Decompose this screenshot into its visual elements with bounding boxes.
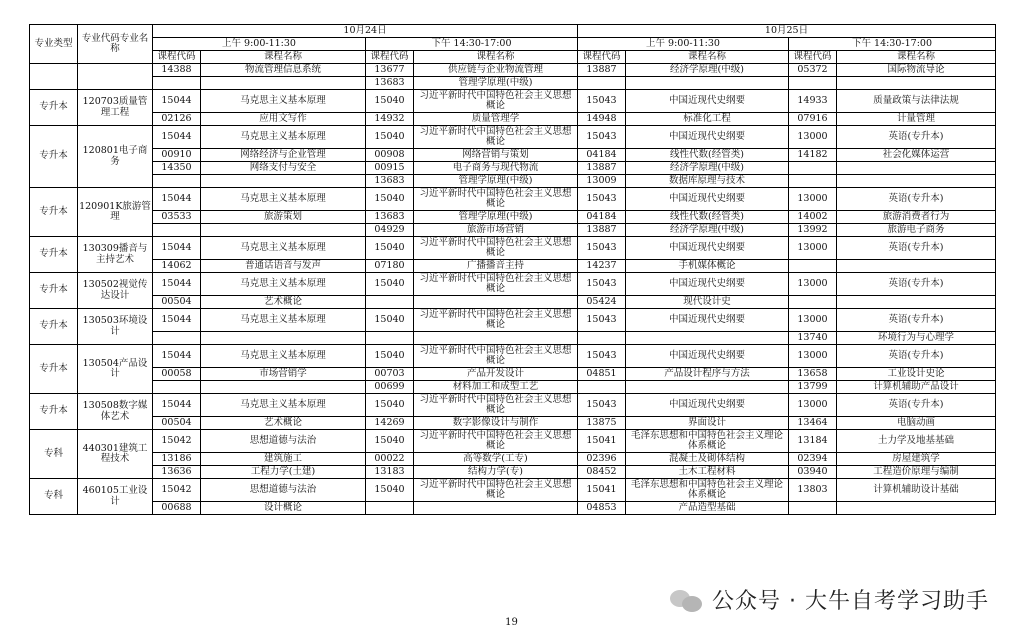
course-code (789, 502, 837, 515)
course-code: 15042 (153, 479, 201, 502)
course-code: 14948 (578, 113, 626, 126)
course-code: 02394 (789, 453, 837, 466)
course-code: 13887 (578, 64, 626, 77)
course-name: 习近平新时代中国特色社会主义思想概论 (414, 273, 578, 296)
course-name: 经济学原理(中级) (626, 224, 789, 237)
course-code: 15043 (578, 90, 626, 113)
course-name: 习近平新时代中国特色社会主义思想概论 (414, 309, 578, 332)
course-code: 07180 (366, 260, 414, 273)
table-row (30, 309, 996, 332)
course-name: 英语(专升本) (837, 273, 996, 296)
header-course-name: 课程名称 (414, 51, 578, 64)
header-course-name: 课程名称 (837, 51, 996, 64)
course-code: 13183 (366, 466, 414, 479)
course-code: 15041 (578, 430, 626, 453)
course-name (837, 296, 996, 309)
course-code: 02126 (153, 113, 201, 126)
course-code: 03533 (153, 211, 201, 224)
course-name: 混凝土及砌体结构 (626, 453, 789, 466)
course-code: 00908 (366, 149, 414, 162)
table-row (30, 381, 996, 394)
header-day2: 10月25日 (578, 25, 996, 38)
course-name: 土力学及地基基础 (837, 430, 996, 453)
major-code-name: 130503环境设计 (78, 309, 153, 345)
course-name: 质量政策与法律法规 (837, 90, 996, 113)
course-code: 04184 (578, 149, 626, 162)
course-code: 13803 (789, 479, 837, 502)
header-major-code-name: 专业代码专业名称 (78, 25, 153, 64)
course-code: 15040 (366, 126, 414, 149)
table-row (30, 273, 996, 296)
course-code: 15041 (578, 479, 626, 502)
course-name: 中国近现代史纲要 (626, 394, 789, 417)
course-code (789, 260, 837, 273)
course-code: 15044 (153, 126, 201, 149)
course-code: 13683 (366, 175, 414, 188)
major-type (30, 64, 78, 90)
course-code: 03940 (789, 466, 837, 479)
course-code: 04853 (578, 502, 626, 515)
course-code: 15044 (153, 345, 201, 368)
course-name: 建筑施工 (201, 453, 366, 466)
course-name: 线性代数(经管类) (626, 211, 789, 224)
course-name: 质量管理学 (414, 113, 578, 126)
course-code: 05424 (578, 296, 626, 309)
course-code: 15040 (366, 273, 414, 296)
course-code (578, 77, 626, 90)
major-type: 专科 (30, 430, 78, 479)
table-row (30, 345, 996, 368)
course-code: 04929 (366, 224, 414, 237)
course-code (153, 332, 201, 345)
course-name: 马克思主义基本原理 (201, 309, 366, 332)
course-name: 国际物流导论 (837, 64, 996, 77)
course-code: 15043 (578, 237, 626, 260)
course-name: 英语(专升本) (837, 188, 996, 211)
course-code: 13000 (789, 188, 837, 211)
course-name: 思想道德与法治 (201, 430, 366, 453)
course-name: 马克思主义基本原理 (201, 90, 366, 113)
course-code (366, 332, 414, 345)
course-code: 15040 (366, 237, 414, 260)
course-code: 15040 (366, 309, 414, 332)
course-code: 02396 (578, 453, 626, 466)
major-code-name: 460105工业设计 (78, 479, 153, 515)
course-name: 物流管理信息系统 (201, 64, 366, 77)
course-code: 15040 (366, 430, 414, 453)
course-name: 管理学原理(中级) (414, 77, 578, 90)
course-name: 中国近现代史纲要 (626, 273, 789, 296)
course-name: 工程造价原理与编制 (837, 466, 996, 479)
course-name: 网络营销与策划 (414, 149, 578, 162)
course-code: 15042 (153, 430, 201, 453)
course-code: 15040 (366, 188, 414, 211)
course-name: 数字影像设计与制作 (414, 417, 578, 430)
table-row (30, 149, 996, 162)
course-name: 网络支付与安全 (201, 162, 366, 175)
course-name: 土木工程材料 (626, 466, 789, 479)
major-type: 专升本 (30, 90, 78, 126)
course-name: 现代设计史 (626, 296, 789, 309)
course-name (626, 381, 789, 394)
course-name: 结构力学(专) (414, 466, 578, 479)
table-row (30, 479, 996, 502)
course-name (837, 502, 996, 515)
course-code: 00688 (153, 502, 201, 515)
table-row (30, 430, 996, 453)
course-name (201, 77, 366, 90)
course-name: 英语(专升本) (837, 309, 996, 332)
course-name: 旅游市场营销 (414, 224, 578, 237)
course-code: 13740 (789, 332, 837, 345)
course-name: 马克思主义基本原理 (201, 394, 366, 417)
course-code: 13000 (789, 394, 837, 417)
major-code-name: 440301建筑工程技术 (78, 430, 153, 479)
course-name: 艺术概论 (201, 417, 366, 430)
header-course-name: 课程名称 (626, 51, 789, 64)
course-code: 15043 (578, 394, 626, 417)
course-code: 14002 (789, 211, 837, 224)
course-name: 习近平新时代中国特色社会主义思想概论 (414, 345, 578, 368)
header-course-code: 课程代码 (366, 51, 414, 64)
course-name: 网络经济与企业管理 (201, 149, 366, 162)
course-code (578, 381, 626, 394)
course-name: 管理学原理(中级) (414, 211, 578, 224)
header-course-name: 课程名称 (201, 51, 366, 64)
course-name (626, 332, 789, 345)
course-name: 马克思主义基本原理 (201, 188, 366, 211)
course-code: 13992 (789, 224, 837, 237)
wechat-icon (670, 588, 704, 612)
table-row (30, 126, 996, 149)
course-name: 产品开发设计 (414, 368, 578, 381)
course-code: 13000 (789, 237, 837, 260)
table-row (30, 162, 996, 175)
table-row (30, 64, 996, 77)
course-name: 广播播音主持 (414, 260, 578, 273)
major-type: 专升本 (30, 188, 78, 237)
course-code: 00504 (153, 417, 201, 430)
course-name (837, 77, 996, 90)
table-row (30, 188, 996, 211)
header-day1: 10月24日 (153, 25, 578, 38)
course-name: 电子商务与现代物流 (414, 162, 578, 175)
course-name: 经济学原理(中级) (626, 162, 789, 175)
course-name: 旅游策划 (201, 211, 366, 224)
course-name: 材料加工和成型工艺 (414, 381, 578, 394)
course-name: 旅游电子商务 (837, 224, 996, 237)
course-name: 工程力学(土建) (201, 466, 366, 479)
major-code-name: 130504产品设计 (78, 345, 153, 394)
major-code-name: 130508数字媒体艺术 (78, 394, 153, 430)
course-code: 15043 (578, 309, 626, 332)
table-row (30, 453, 996, 466)
course-name: 工业设计史论 (837, 368, 996, 381)
header-day2-afternoon: 下午 14:30-17:00 (789, 38, 996, 51)
course-code (366, 502, 414, 515)
header-day1-morning: 上午 9:00-11:30 (153, 38, 366, 51)
course-code (789, 77, 837, 90)
major-code-name: 130309播音与主持艺术 (78, 237, 153, 273)
course-code: 15043 (578, 188, 626, 211)
major-type: 专升本 (30, 126, 78, 188)
course-code: 13683 (366, 77, 414, 90)
course-name: 习近平新时代中国特色社会主义思想概论 (414, 188, 578, 211)
course-name: 社会化媒体运营 (837, 149, 996, 162)
course-name: 电脑动画 (837, 417, 996, 430)
major-type: 专科 (30, 479, 78, 515)
course-code: 15040 (366, 394, 414, 417)
course-code: 15044 (153, 237, 201, 260)
course-name (837, 162, 996, 175)
course-name: 线性代数(经管类) (626, 149, 789, 162)
course-name: 习近平新时代中国特色社会主义思想概论 (414, 126, 578, 149)
course-code: 14237 (578, 260, 626, 273)
course-name: 计算机辅助产品设计 (837, 381, 996, 394)
course-name: 计算机辅助设计基础 (837, 479, 996, 502)
header-course-code: 课程代码 (153, 51, 201, 64)
course-code: 00910 (153, 149, 201, 162)
table-row (30, 224, 996, 237)
exam-schedule-sheet (29, 24, 996, 515)
course-name: 计量管理 (837, 113, 996, 126)
course-name: 产品造型基础 (626, 502, 789, 515)
course-code: 15040 (366, 90, 414, 113)
course-name: 习近平新时代中国特色社会主义思想概论 (414, 90, 578, 113)
course-name: 房屋建筑学 (837, 453, 996, 466)
course-code (789, 175, 837, 188)
table-row (30, 296, 996, 309)
course-code: 15044 (153, 273, 201, 296)
page-number: 19 (505, 617, 518, 628)
course-code: 15044 (153, 394, 201, 417)
course-name: 手机媒体概论 (626, 260, 789, 273)
course-code (578, 332, 626, 345)
course-code: 00699 (366, 381, 414, 394)
table-row (30, 502, 996, 515)
course-name (201, 224, 366, 237)
course-code (153, 381, 201, 394)
course-code: 13683 (366, 211, 414, 224)
course-name: 中国近现代史纲要 (626, 90, 789, 113)
watermark (670, 584, 989, 615)
course-code: 15043 (578, 126, 626, 149)
major-code-name: 120901K旅游管理 (78, 188, 153, 237)
course-code: 15040 (366, 479, 414, 502)
course-code: 15043 (578, 345, 626, 368)
course-name: 中国近现代史纲要 (626, 188, 789, 211)
course-name: 马克思主义基本原理 (201, 126, 366, 149)
course-code: 14182 (789, 149, 837, 162)
course-code: 07916 (789, 113, 837, 126)
header-day2-morning: 上午 9:00-11:30 (578, 38, 789, 51)
course-name (837, 175, 996, 188)
table-row (30, 77, 996, 90)
course-code (153, 224, 201, 237)
course-code: 13799 (789, 381, 837, 394)
course-name: 英语(专升本) (837, 237, 996, 260)
course-code: 13887 (578, 224, 626, 237)
course-name: 艺术概论 (201, 296, 366, 309)
table-row (30, 368, 996, 381)
table-row (30, 113, 996, 126)
table-row (30, 466, 996, 479)
course-code: 13009 (578, 175, 626, 188)
course-code: 14062 (153, 260, 201, 273)
course-code: 00504 (153, 296, 201, 309)
header-course-code: 课程代码 (789, 51, 837, 64)
course-code: 13677 (366, 64, 414, 77)
header-day1-afternoon: 下午 14:30-17:00 (366, 38, 578, 51)
watermark-text: 公众号 · 大牛自考学习助手 (712, 589, 989, 614)
course-code (153, 77, 201, 90)
table-row (30, 90, 996, 113)
course-name (414, 332, 578, 345)
course-code: 00703 (366, 368, 414, 381)
major-code-name (78, 64, 153, 90)
course-code: 04851 (578, 368, 626, 381)
exam-schedule-table (29, 24, 996, 515)
course-code (789, 162, 837, 175)
table-row (30, 394, 996, 417)
course-code: 08452 (578, 466, 626, 479)
major-type: 专升本 (30, 345, 78, 394)
course-code: 13000 (789, 309, 837, 332)
course-code: 00058 (153, 368, 201, 381)
course-code: 15044 (153, 90, 201, 113)
course-name: 环境行为与心理学 (837, 332, 996, 345)
header-course-code: 课程代码 (578, 51, 626, 64)
course-name: 习近平新时代中国特色社会主义思想概论 (414, 394, 578, 417)
course-code: 13464 (789, 417, 837, 430)
course-name (201, 332, 366, 345)
course-name: 管理学原理(中级) (414, 175, 578, 188)
course-code: 00915 (366, 162, 414, 175)
course-name: 英语(专升本) (837, 126, 996, 149)
course-name: 马克思主义基本原理 (201, 273, 366, 296)
course-name: 马克思主义基本原理 (201, 345, 366, 368)
course-code: 13186 (153, 453, 201, 466)
course-code (789, 296, 837, 309)
course-name: 习近平新时代中国特色社会主义思想概论 (414, 237, 578, 260)
course-name: 习近平新时代中国特色社会主义思想概论 (414, 430, 578, 453)
course-code: 15044 (153, 188, 201, 211)
course-code: 13000 (789, 345, 837, 368)
major-code-name: 130502视觉传达设计 (78, 273, 153, 309)
course-name: 界面设计 (626, 417, 789, 430)
course-name (837, 260, 996, 273)
course-code: 14388 (153, 64, 201, 77)
header-major-type: 专业类型 (30, 25, 78, 64)
course-name: 数据库原理与技术 (626, 175, 789, 188)
major-type: 专升本 (30, 237, 78, 273)
course-name: 标准化工程 (626, 113, 789, 126)
course-name: 中国近现代史纲要 (626, 345, 789, 368)
course-name: 习近平新时代中国特色社会主义思想概论 (414, 479, 578, 502)
table-row (30, 175, 996, 188)
course-name: 中国近现代史纲要 (626, 309, 789, 332)
course-name: 思想道德与法治 (201, 479, 366, 502)
course-name: 供应链与企业物流管理 (414, 64, 578, 77)
course-name: 产品设计程序与方法 (626, 368, 789, 381)
major-type: 专升本 (30, 309, 78, 345)
major-code-name: 120801电子商务 (78, 126, 153, 188)
course-code: 13000 (789, 126, 837, 149)
course-code (153, 175, 201, 188)
table-row (30, 260, 996, 273)
course-name (201, 175, 366, 188)
course-name: 中国近现代史纲要 (626, 237, 789, 260)
course-code: 13658 (789, 368, 837, 381)
course-name: 高等数学(工专) (414, 453, 578, 466)
course-name: 英语(专升本) (837, 345, 996, 368)
course-name: 马克思主义基本原理 (201, 237, 366, 260)
course-code: 15040 (366, 345, 414, 368)
course-code: 05372 (789, 64, 837, 77)
course-code: 14269 (366, 417, 414, 430)
course-name: 应用文写作 (201, 113, 366, 126)
major-type: 专升本 (30, 394, 78, 430)
course-name: 毛泽东思想和中国特色社会主义理论体系概论 (626, 479, 789, 502)
table-row (30, 417, 996, 430)
major-code-name: 120703质量管理工程 (78, 90, 153, 126)
course-name (626, 77, 789, 90)
course-name: 中国近现代史纲要 (626, 126, 789, 149)
course-code: 14933 (789, 90, 837, 113)
course-name: 旅游消费者行为 (837, 211, 996, 224)
course-code: 04184 (578, 211, 626, 224)
course-code: 13875 (578, 417, 626, 430)
table-row (30, 211, 996, 224)
major-type: 专升本 (30, 273, 78, 309)
course-name: 英语(专升本) (837, 394, 996, 417)
course-code: 13636 (153, 466, 201, 479)
course-name: 普通话语音与发声 (201, 260, 366, 273)
course-code: 15044 (153, 309, 201, 332)
course-code (366, 296, 414, 309)
course-code: 13184 (789, 430, 837, 453)
course-code: 15043 (578, 273, 626, 296)
course-name (201, 381, 366, 394)
course-code: 00022 (366, 453, 414, 466)
table-row (30, 237, 996, 260)
course-name (414, 296, 578, 309)
course-code: 14350 (153, 162, 201, 175)
course-code: 13000 (789, 273, 837, 296)
course-code: 14932 (366, 113, 414, 126)
schedule-body (30, 64, 996, 515)
course-name: 毛泽东思想和中国特色社会主义理论体系概论 (626, 430, 789, 453)
course-code: 13887 (578, 162, 626, 175)
course-name: 经济学原理(中级) (626, 64, 789, 77)
course-name: 市场营销学 (201, 368, 366, 381)
course-name (414, 502, 578, 515)
table-row (30, 332, 996, 345)
course-name: 设计概论 (201, 502, 366, 515)
